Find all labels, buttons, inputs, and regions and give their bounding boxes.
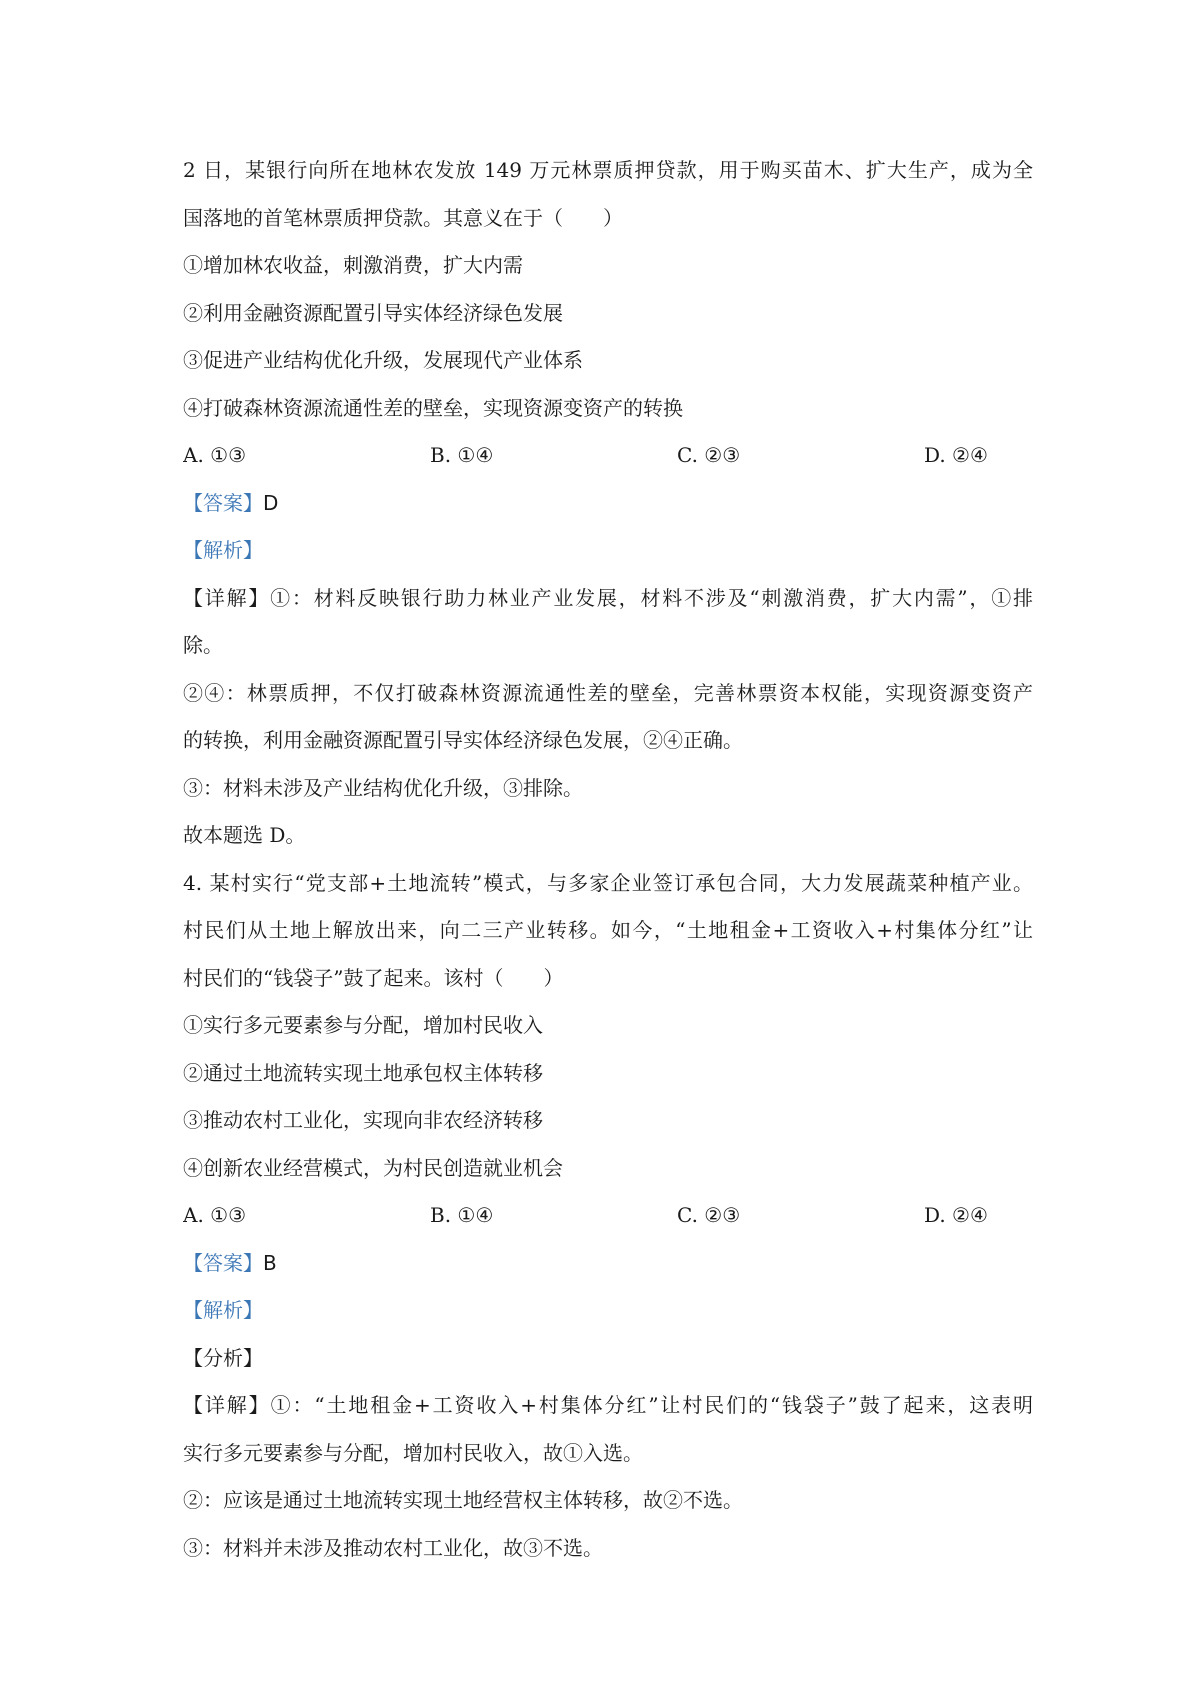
- q4-statement-3: ③推动农村工业化，实现向非农经济转移: [183, 1108, 543, 1132]
- q4-option-b: B. ①④: [430, 1203, 494, 1227]
- q4-fenxi-line: [183, 1335, 1033, 1383]
- q4-stem-line-1: 4. 某村实行“党支部+土地流转”模式，与多家企业签订承包合同，大力发展蔬菜种植产业。: [183, 870, 1033, 895]
- q4-stem-line-2: 村民们从土地上解放出来，向二三产业转移。如今，“土地租金+工资收入+村集体分红”让: [183, 918, 1033, 942]
- q4-detail-line-1: [183, 1382, 1033, 1430]
- q3-analysis-line: [183, 527, 1033, 575]
- q4-fenxi-tag: 【分析】: [183, 1345, 263, 1370]
- q3-option-c: C. ②③: [677, 443, 741, 467]
- q3-detail-tag: 【详解】: [183, 585, 271, 610]
- q4-answer-tag: 【答案】: [183, 1250, 263, 1275]
- q4-answer-value: B: [263, 1250, 277, 1275]
- q3-detail-line-6: 故本题选 D。: [183, 823, 306, 847]
- q4-option-d: D. ②④: [924, 1203, 988, 1227]
- q4-statement-2: ②通过土地流转实现土地承包权主体转移: [183, 1060, 543, 1085]
- q4-detail-line-4: ③：材料并未涉及推动农村工业化，故③不选。: [183, 1535, 603, 1560]
- q3-detail-line-1: [183, 575, 1033, 623]
- q4-stem-line-3: 村民们的“钱袋子”鼓了起来。该村（ ）: [183, 965, 564, 990]
- q3-statement-4: ④打破森林资源流通性差的壁垒，实现资源变资产的转换: [183, 395, 683, 420]
- q3-detail-line-2: 除。: [183, 633, 223, 657]
- q3-detail-text-1: ①：材料反映银行助力林业产业发展，材料不涉及“刺激消费，扩大内需”，①排: [270, 585, 1033, 610]
- q3-option-a: A. ①③: [183, 443, 247, 467]
- q4-option-a: A. ①③: [183, 1203, 247, 1227]
- q3-options: [183, 432, 1033, 480]
- page-content: [183, 147, 1033, 1572]
- q3-statement-2: ②利用金融资源配置引导实体经济绿色发展: [183, 300, 563, 325]
- q3-answer-value: D: [263, 490, 279, 515]
- q4-answer-line: [183, 1240, 1033, 1288]
- q3-detail-line-5: ③：材料未涉及产业结构优化升级，③排除。: [183, 775, 583, 800]
- q4-statement-1: ①实行多元要素参与分配，增加村民收入: [183, 1013, 543, 1037]
- q4-statement-4: ④创新农业经营模式，为村民创造就业机会: [183, 1155, 563, 1180]
- q3-answer-tag: 【答案】: [183, 490, 263, 515]
- q4-option-c: C. ②③: [677, 1203, 741, 1227]
- q4-analysis-tag: 【解析】: [183, 1298, 263, 1322]
- q3-statement-3: ③促进产业结构优化升级，发展现代产业体系: [183, 348, 583, 372]
- q4-options: [183, 1192, 1033, 1240]
- q4-detail-line-2: 实行多元要素参与分配，增加村民收入，故①入选。: [183, 1440, 643, 1465]
- q3-option-b: B. ①④: [430, 443, 494, 467]
- q3-detail-line-4: 的转换，利用金融资源配置引导实体经济绿色发展，②④正确。: [183, 728, 743, 752]
- q3-analysis-tag: 【解析】: [183, 538, 263, 562]
- q4-detail-text-1: ①：“土地租金+工资收入+村集体分红”让村民们的“钱袋子”鼓了起来，这表明: [270, 1393, 1033, 1417]
- q4-detail-line-3: ②：应该是通过土地流转实现土地经营权主体转移，故②不选。: [183, 1488, 743, 1512]
- q4-analysis-line: [183, 1287, 1033, 1335]
- q3-stem-line-2: 国落地的首笔林票质押贷款。其意义在于（ ）: [183, 205, 623, 230]
- q3-option-d: D. ②④: [924, 443, 988, 467]
- q3-detail-line-3: ②④：林票质押，不仅打破森林资源流通性差的壁垒，完善林票资本权能，实现资源变资产: [183, 680, 1033, 705]
- q4-detail-tag: 【详解】: [183, 1393, 271, 1417]
- q3-stem-line-1: 2 日，某银行向所在地林农发放 149 万元林票质押贷款，用于购买苗木、扩大生产，成为全: [183, 158, 1033, 182]
- q3-statement-1: ①增加林农收益，刺激消费，扩大内需: [183, 253, 523, 277]
- q3-answer-line: [183, 480, 1033, 528]
